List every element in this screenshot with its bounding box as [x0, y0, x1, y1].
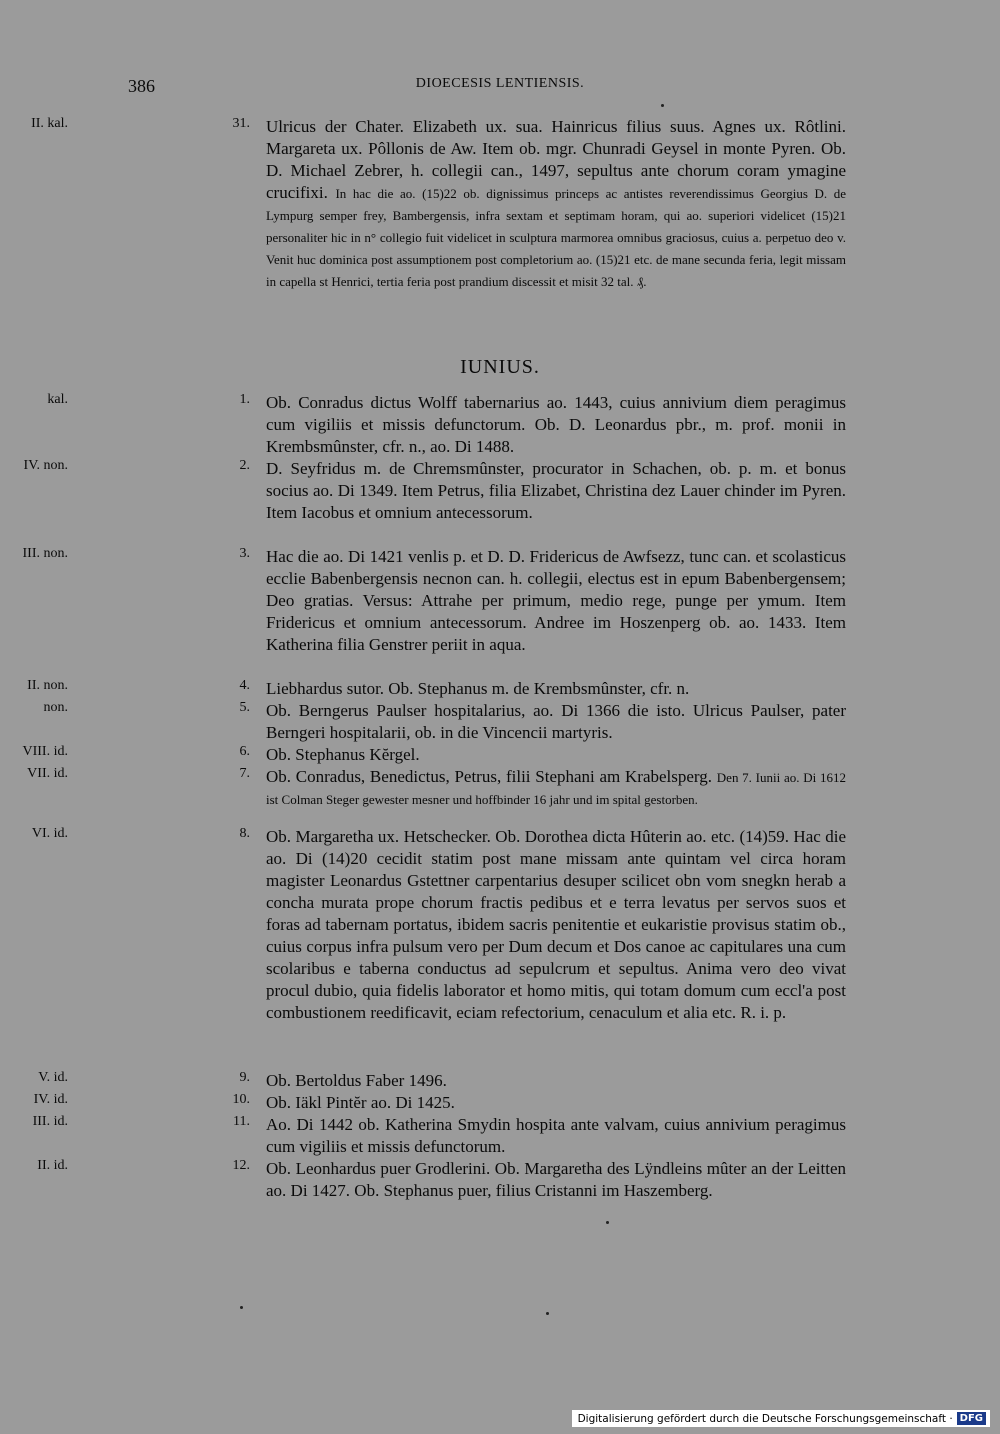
entry-text: [266, 116, 846, 292]
entry-text: D. Seyfridus m. de Chremsmûnster, procurator in Schachen, ob. p. m. et bonus socius ao. Di 1349. Item Petrus, filia Elizabet, Christina dez Lauer chinder im Pyren. Item Iacobus et omnium antecessorum.: [266, 459, 846, 522]
dfg-logo-icon: DFG: [957, 1412, 986, 1425]
roman-date: non.: [43, 700, 68, 715]
footer-text: Digitalisierung gefördert durch die Deutsche Forschungsgemeinschaft ·: [577, 1412, 953, 1425]
day-number: 12.: [232, 1158, 250, 1173]
day-number: 11.: [233, 1114, 250, 1129]
day-number: 8.: [239, 826, 250, 841]
scan-speck: [546, 1312, 549, 1315]
scan-speck: [606, 1221, 609, 1224]
entry-text: Liebhardus sutor. Ob. Stephanus m. de Krembsmûnster, cfr. n.: [266, 679, 690, 698]
roman-date: V. id.: [38, 1070, 68, 1085]
scan-speck: [661, 104, 664, 107]
roman-date: IV. id.: [33, 1092, 68, 1107]
calendar-entry: [0, 116, 860, 292]
calendar-entry: [0, 458, 860, 524]
day-number: 7.: [239, 766, 250, 781]
day-number: 1.: [239, 392, 250, 407]
month-heading: IUNIUS.: [460, 356, 540, 378]
entry-note: Den 7. Iunii ao. Di 1612 ist Colman Steger gewester mesner und hoffbinder 16 jahr und im spital gestorben.: [266, 770, 846, 807]
roman-date: IV. non.: [23, 458, 68, 473]
roman-date: III. non.: [22, 546, 68, 561]
calendar-entry: [0, 678, 860, 700]
day-number: 6.: [239, 744, 250, 759]
roman-date: VI. id.: [31, 826, 68, 841]
roman-date: II. kal.: [31, 116, 68, 131]
calendar-entry: [0, 1070, 860, 1092]
entry-text: Ob. Bertoldus Faber 1496.: [266, 1071, 447, 1090]
roman-date: II. non.: [27, 678, 68, 693]
entry-text: Hac die ao. Di 1421 venlis p. et D. D. Fridericus de Awfsezz, tunc can. et scolasticus ecclie Babenbergensis necnon can. h. collegii, electus est in epum Babenbergensem; Deo gratias. Versus: Attrahe per primum, medio rege, punge per ymum. Item Fridericus et omnium antecessorum. Andree im Hoszenperg ob. ao. 1433. Item Katherina filia Genstrer periit in aqua.: [266, 547, 846, 654]
entry-text: Ob. Margaretha ux. Hetschecker. Ob. Dorothea dicta Hûterin ao. etc. (14)59. Hac die ao. Di (14)20 cecidit statim post mane missam ante quintam vel circa horam magister Leonardus Gstettner carpentarius desuper scilicet obn vom snegkn herab a concha murata prope chorum fractis pedibus et e terra levatus per servos suos et foras ad tabernam portatus, ibidem sacris penitentie et eukaristie provisus statim ob., cuius corpus infra pulsum vero per Dum decum et Dos canoe ac capitulares una cum scolaribus e taberna conductus ad sepulcrum et sepultus. Anima vero deo vivat procul dubio, quia fidelis laborator et homo mitis, qui totam domum cum eccl'a post combustionem reedificavit, eciam refectorium, cenaculum et alia etc. R. i. p.: [266, 827, 846, 1022]
day-number: 10.: [232, 1092, 250, 1107]
calendar-entry: [0, 546, 860, 656]
day-number: 31.: [232, 116, 250, 131]
calendar-entry: [0, 744, 860, 766]
roman-date: kal.: [47, 392, 68, 407]
digitization-footer: [572, 1410, 990, 1427]
entry-body: Ulricus der Chater. Elizabeth ux. sua. Hainricus filius suus. Agnes ux. Rôtlini. Margareta ux. Pôllonis de Aw. Item ob. mgr. Chunradi Geysel in monte Pyren. Ob. D. Michael Zebrer, h. collegii can., 1497, sepultus ante chorum coram ymagine crucifixi.: [266, 117, 846, 202]
entry-text: Ob. Conradus dictus Wolff tabernarius ao. 1443, cuius annivium diem peragimus cum vigiliis et missis defunctorum. Ob. D. Leonardus pbr., m. prof. monii in Krembsmûnster, cfr. n., ao. Di 1488.: [266, 393, 846, 456]
calendar-entry: [0, 826, 860, 1024]
scan-speck: [240, 1306, 243, 1309]
roman-date: VII. id.: [27, 766, 68, 781]
calendar-entry: [0, 1114, 860, 1158]
entry-body: Ob. Conradus, Benedictus, Petrus, filii Stephani am Krabelsperg.: [266, 767, 713, 786]
calendar-entry: [0, 766, 860, 810]
day-number: 2.: [239, 458, 250, 473]
entry-text: Ob. Leonhardus puer Grodlerini. Ob. Margaretha des Lÿndleins mûter an der Leitten ao. Di 1427. Ob. Stephanus puer, filius Cristanni im Haszemberg.: [266, 1159, 846, 1200]
entry-text: Ob. Berngerus Paulser hospitalarius, ao. Di 1366 die isto. Ulricus Paulser, pater Berngeri hospitalarii, ob. in die Vincencii martyris.: [266, 701, 846, 742]
entry-text: Ob. Stephanus Kĕrgel.: [266, 745, 420, 764]
page-number: 386: [128, 76, 155, 96]
entry-text: [266, 766, 846, 810]
entry-text: Ob. Iäkl Pintĕr ao. Di 1425.: [266, 1093, 455, 1112]
roman-date: III. id.: [32, 1114, 68, 1129]
running-head: DIOECESIS LENTIENSIS.: [415, 76, 585, 91]
calendar-entry: [0, 1092, 860, 1114]
roman-date: VIII. id.: [22, 744, 68, 759]
day-number: 4.: [239, 678, 250, 693]
day-number: 3.: [239, 546, 250, 561]
calendar-entry: [0, 700, 860, 744]
calendar-entry: [0, 1158, 860, 1202]
day-number: 5.: [239, 700, 250, 715]
calendar-entry: [0, 392, 860, 458]
roman-date: II. id.: [37, 1158, 68, 1173]
day-number: 9.: [239, 1070, 250, 1085]
entry-note: In hac die ao. (15)22 ob. dignissimus princeps ac antistes reverendissimus Georgius D. de Lympurg semper frey, Bambergensis, infra sextam et septimam horam, qui ao. superiori videlicet (15)21 personaliter hic in n° collegio fuit videlicet in sculptura marmorea omnibus graciosus, cuius a. perpetuo deo v. Venit huc dominica post assumptionem post completorium ao. (15)21 etc. de mane secunda feria, legit missam in capella st Henrici, tertia feria post prandium discessit et misit 32 tal. ₰.: [266, 186, 846, 289]
entry-text: Ao. Di 1442 ob. Katherina Smydin hospita ante valvam, cuius annivium peragimus cum vigiliis et missis defunctorum.: [266, 1115, 846, 1156]
